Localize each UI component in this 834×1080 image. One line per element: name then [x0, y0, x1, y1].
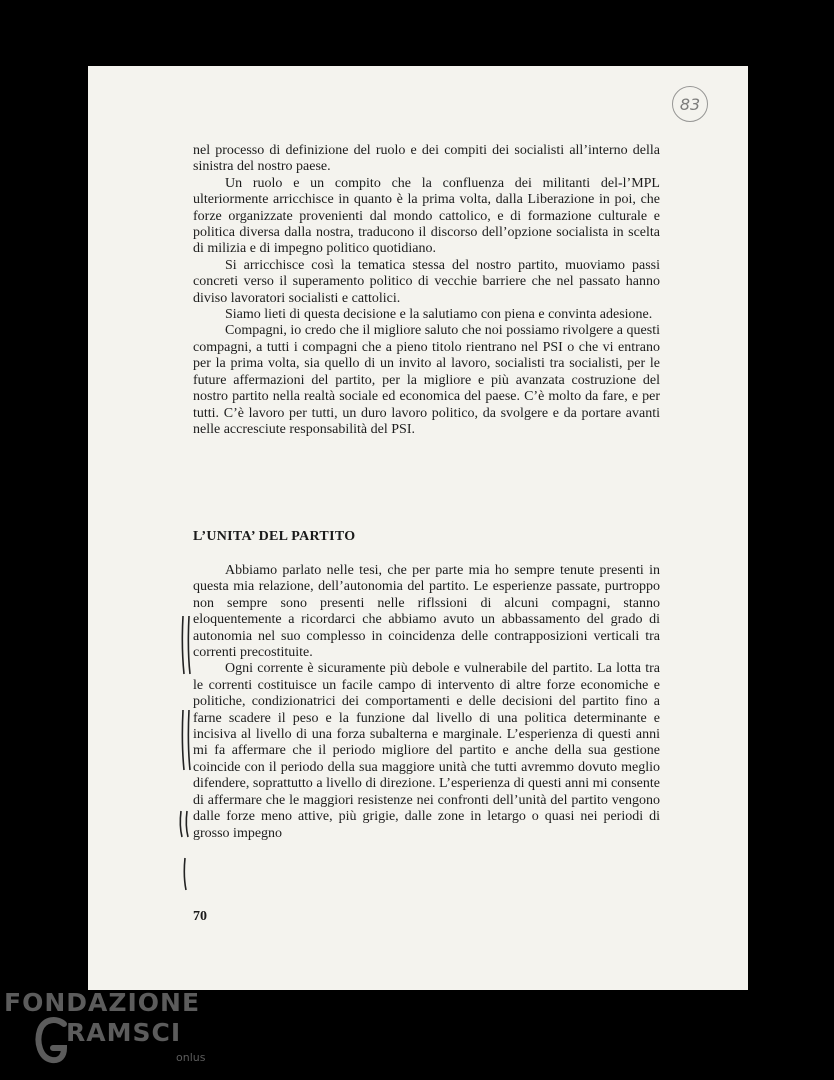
paragraph: Ogni corrente è sicuramente più debole e vulnerabile del partito. La lotta tra le correnti costituisce un facile campo di intervento di altre forze economiche e politiche, condizionatrici dei comportamenti e delle decisioni del partito fino a farne scadere il peso e la funzione dal livello di una politica determinante e incisiva al livello di una forza subalterna e marginale. L’esperienza di questi anni mi fa affermare che il periodo migliore del partito e anche della sua gestione coincide con il periodo della sua maggiore unità che tutti avremmo dovuto meglio difendere, soprattutto a livello di direzione. L’esperienza di questi anni mi consente di affermare che le maggiori resistenze nei confronti dell’unità del partito vengono dalle forze meno attive, più grigie, dalle zone in letargo o quasi nei periodi di grosso impegno [193, 661, 660, 841]
page-number: 70 [193, 909, 207, 924]
paragraph: Un ruolo e un compito che la confluenza dei militanti del-l’MPL ulteriormente arricchisce in quanto è la prima volta, dalla Liberazione in poi, che forze organizzate provenienti dal mondo cattolico, e di formazione culturale e politica diversa dalla nostra, traducono il discorso dell’opzione socialista in scelta di milizia e di impegno politico quotidiano. [193, 175, 660, 257]
margin-mark-icon [180, 708, 192, 772]
margin-mark-icon [178, 809, 190, 839]
watermark-logo [4, 988, 214, 1078]
logo-g-icon [34, 1014, 68, 1071]
paragraph: nel processo di definizione del ruolo e dei compiti dei socialisti all’interno della sinistra del nostro paese. [193, 143, 660, 175]
margin-mark-icon [181, 856, 189, 892]
text-block-bottom [193, 563, 660, 842]
paragraph: Compagni, io credo che il migliore saluto che noi possiamo rivolgere a questi compagni, a tutti i compagni che a pieno titolo rientrano nel PSI o che vi entrano per la prima volta, sia quello di un invito al lavoro, socialisti tra socialisti, per le future affermazioni del partito, per la migliore e più avanzata costruzione del nostro partito nella realtà sociale ed economica del paese. C’è molto da fare, e per tutti. C’è lavoro per tutti, un duro lavoro politico, da svolgere e da portare avanti nelle accresciute responsabilità del PSI. [193, 323, 660, 437]
section-heading: L’UNITA’ DEL PARTITO [193, 529, 356, 544]
paragraph: Si arricchisce così la tematica stessa del nostro partito, muoviamo passi concreti verso il superamento politico di vecchie barriere che nel passato hanno diviso lavoratori socialisti e cattolici. [193, 257, 660, 306]
paragraph: Siamo lieti di questa decisione e la salutiamo con piena e convinta adesione. [225, 307, 653, 323]
text-block-top [193, 143, 660, 438]
logo-line-1: FONDAZIONE [4, 988, 201, 1017]
folio-stamp [672, 86, 708, 122]
folio-number: 83 [679, 94, 701, 114]
logo-subtitle: onlus [176, 1051, 206, 1064]
document-page [88, 66, 748, 990]
margin-mark-icon [180, 614, 192, 676]
paragraph: Abbiamo parlato nelle tesi, che per parte mia ho sempre tenute presenti in questa mia relazione, dell’autonomia del partito. Le esperienze passate, purtroppo non sempre sono presenti nelle riflssioni di alcuni compagni, stanno eloquentemente a ricordarci che abbiamo avuto un abbassamento del grado di autonomia nel suo complesso in coincidenza delle contrapposizioni verticali tra correnti precostituite. [193, 563, 660, 661]
logo-line-2: RAMSCI [66, 1018, 182, 1047]
